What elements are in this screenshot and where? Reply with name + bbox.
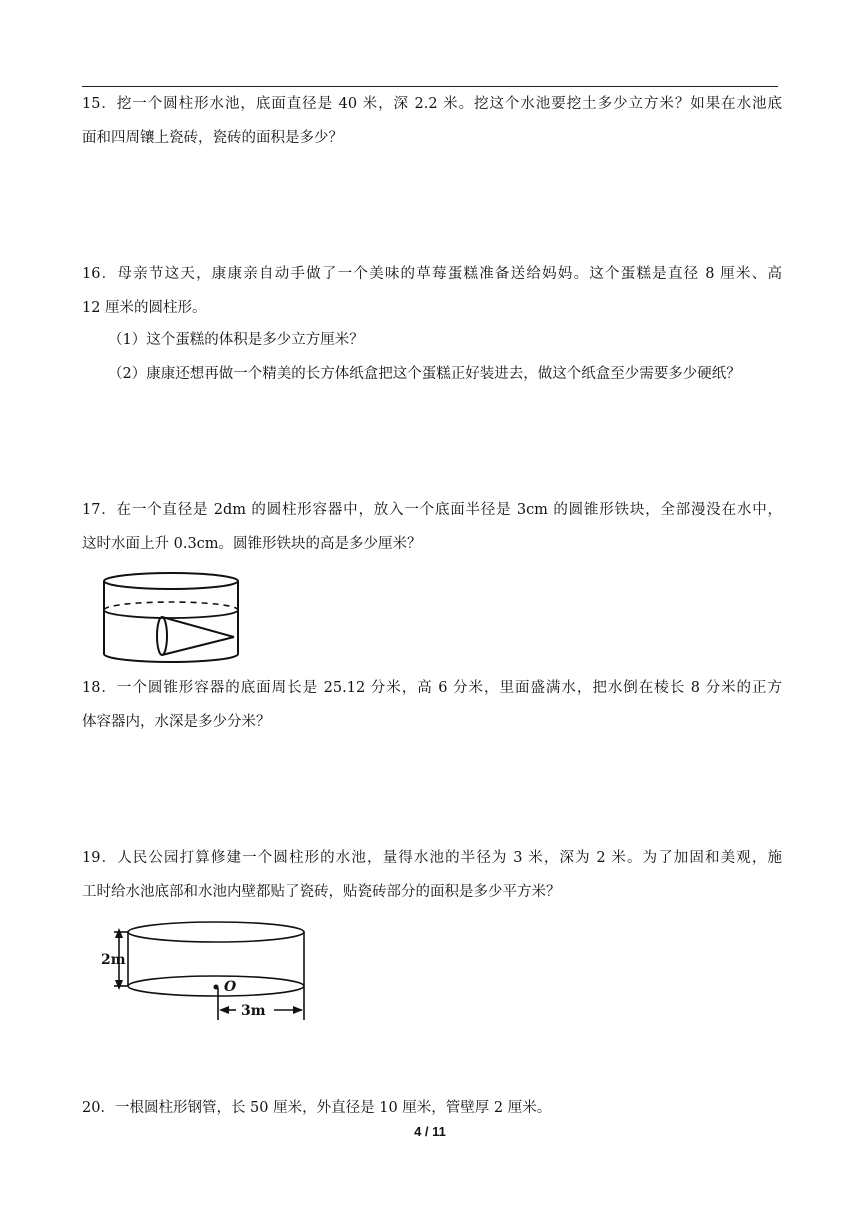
- q17-container-figure: [100, 568, 245, 664]
- q17-line-2: 这时水面上升 0.3cm。圆锥形铁块的高是多少厘米？: [82, 536, 422, 552]
- q19-radius-label: 3m: [241, 1003, 266, 1019]
- q15-text-1: 挖一个圆柱形水池，底面直径是 40 米，深 2.2 米。挖这个水池要挖土多少立方米？如果在水池底: [116, 96, 782, 112]
- q15-number: 15．: [82, 96, 117, 112]
- q16-number: 16．: [82, 266, 118, 282]
- q16-part-2: （2）康康还想再做一个精美的长方体纸盒把这个蛋糕正好装进去，做这个纸盒至少需要多少硬纸？: [108, 366, 741, 382]
- q16-line-1: [82, 264, 782, 284]
- q20-number: 20．: [82, 1100, 115, 1116]
- q18-text-1: 一个圆锥形容器的底面周长是 25.12 分米，高 6 分米，里面盛满水，把水倒在棱长 8 分米的正方: [116, 680, 782, 696]
- q15-line-1: [82, 94, 782, 114]
- q20-text-1: 一根圆柱形钢管，长 50 厘米，外直径是 10 厘米，管壁厚 2 厘米。: [114, 1100, 552, 1116]
- header-rule: [82, 86, 778, 87]
- q19-text-1: 人民公园打算修建一个圆柱形的水池，量得水池的半径为 3 米，深为 2 米。为了加固和美观，施: [117, 850, 782, 866]
- q19-pool-figure: [98, 918, 312, 1024]
- q16-text-1: 母亲节这天，康康亲自动手做了一个美味的草莓蛋糕准备送给妈妈。这个蛋糕是直径 8 厘米、高: [117, 266, 782, 282]
- q20-line-1: [82, 1098, 782, 1118]
- q19-line-2: 工时给水池底部和水池内壁都贴了瓷砖，贴瓷砖部分的面积是多少平方米？: [82, 884, 561, 900]
- q15-line-2: 面和四周镶上瓷砖，瓷砖的面积是多少？: [82, 130, 343, 146]
- q19-line-1: [82, 848, 782, 868]
- page-indicator: 4 / 11: [414, 1124, 446, 1139]
- q16-line-2: 12 厘米的圆柱形。: [82, 300, 207, 316]
- q17-text-1: 在一个直径是 2dm 的圆柱形容器中，放入一个底面半径是 3cm 的圆锥形铁块，全部漫没在水中，: [116, 502, 782, 518]
- q18-number: 18．: [82, 680, 117, 696]
- q16-part-1: （1）这个蛋糕的体积是多少立方厘米？: [108, 332, 364, 348]
- q19-center-label: O: [224, 979, 237, 995]
- q17-number: 17．: [82, 502, 117, 518]
- q17-line-1: [82, 500, 782, 520]
- q19-height-label: 2m: [101, 952, 126, 968]
- q18-line-1: [82, 678, 782, 698]
- q18-line-2: 体容器内，水深是多少分米？: [82, 714, 271, 730]
- q19-number: 19．: [82, 850, 118, 866]
